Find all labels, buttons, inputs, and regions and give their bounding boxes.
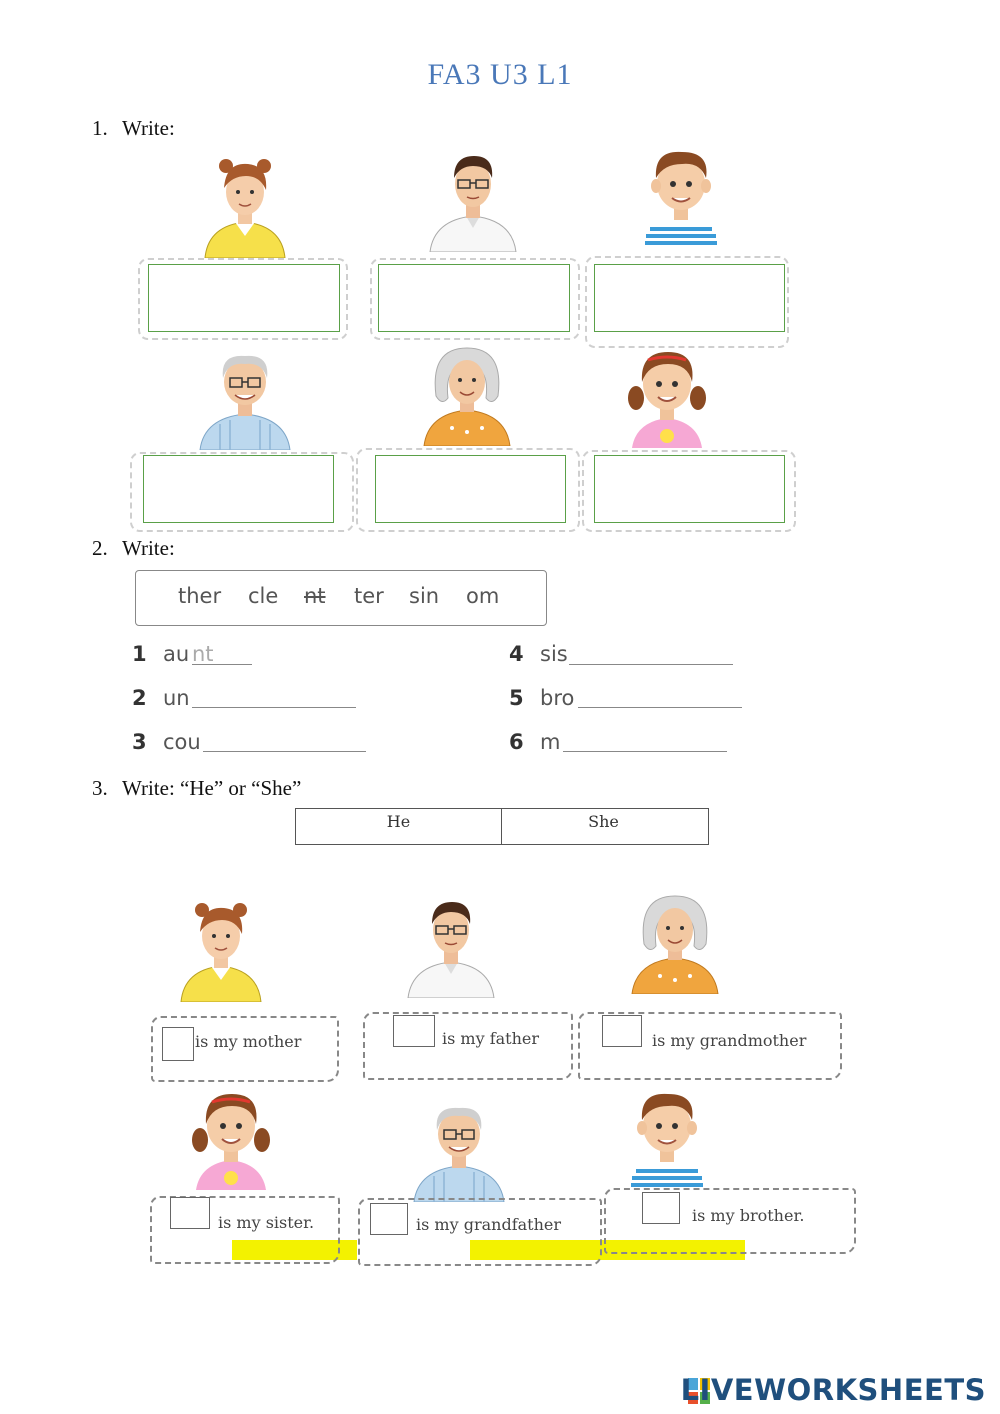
answer-box-he-she-2[interactable] bbox=[393, 1015, 435, 1047]
example-answer: nt bbox=[192, 642, 214, 666]
answer-line-4[interactable] bbox=[569, 664, 733, 665]
brand-logo: LIVEWORKSHEETS bbox=[680, 1373, 986, 1407]
answer-box-he-she-5[interactable] bbox=[370, 1203, 408, 1235]
answer-box-he-she-6[interactable] bbox=[642, 1192, 680, 1224]
section-3-heading: 3. Write: “He” or “She” bbox=[92, 776, 302, 800]
answer-box-5[interactable] bbox=[375, 455, 566, 523]
word-bank-item: ther bbox=[178, 584, 222, 608]
answer-box-he-she-3[interactable] bbox=[602, 1015, 642, 1047]
answer-line-1[interactable] bbox=[192, 664, 252, 665]
sentence-1: is my mother bbox=[195, 1032, 302, 1051]
grandfather-portrait bbox=[190, 340, 300, 450]
father-portrait bbox=[418, 142, 528, 252]
father-portrait bbox=[396, 888, 506, 998]
sentence-2: is my father bbox=[442, 1029, 540, 1048]
boy-portrait bbox=[626, 140, 736, 250]
item-2: 2 un bbox=[132, 686, 190, 710]
answer-line-3[interactable] bbox=[203, 751, 366, 752]
answer-box-he-she-4[interactable] bbox=[170, 1197, 210, 1229]
sentence-4: is my sister. bbox=[218, 1213, 315, 1232]
answer-line-6[interactable] bbox=[563, 751, 727, 752]
word-bank-item: sin bbox=[409, 584, 440, 608]
sister-portrait bbox=[612, 338, 722, 448]
she-cell[interactable]: She bbox=[588, 812, 619, 831]
answer-box-1[interactable] bbox=[148, 264, 340, 332]
item-5: 5 bro bbox=[509, 686, 575, 710]
brother-portrait bbox=[612, 1082, 722, 1192]
section-1-heading: 1. Write: bbox=[92, 116, 175, 140]
answer-line-2[interactable] bbox=[192, 707, 356, 708]
sentence-5: is my grandfather bbox=[416, 1215, 561, 1234]
item-1: 1 au nt bbox=[132, 642, 214, 666]
mother-portrait bbox=[166, 892, 276, 1002]
answer-box-4[interactable] bbox=[143, 455, 334, 523]
answer-box-3[interactable] bbox=[594, 264, 785, 332]
grandfather-portrait bbox=[404, 1092, 514, 1202]
word-bank-item: om bbox=[466, 584, 500, 608]
he-she-table bbox=[295, 808, 709, 845]
answer-box-6[interactable] bbox=[594, 455, 785, 523]
grandmother-portrait bbox=[412, 336, 522, 446]
sentence-6: is my brother. bbox=[692, 1206, 805, 1225]
item-4: 4 sis bbox=[509, 642, 568, 666]
sentence-3: is my grandmother bbox=[652, 1031, 807, 1050]
sister-portrait bbox=[176, 1080, 286, 1190]
word-bank-item-used: nt bbox=[304, 584, 326, 608]
grandmother-portrait bbox=[620, 884, 730, 994]
answer-box-he-she-1[interactable] bbox=[162, 1027, 194, 1061]
item-3: 3 cou bbox=[132, 730, 201, 754]
answer-box-2[interactable] bbox=[378, 264, 570, 332]
he-cell[interactable]: He bbox=[296, 809, 502, 844]
girl-portrait bbox=[190, 148, 300, 258]
word-bank-item: cle bbox=[248, 584, 279, 608]
word-bank-item: ter bbox=[354, 584, 384, 608]
word-bank bbox=[135, 570, 547, 626]
section-2-heading: 2. Write: bbox=[92, 536, 175, 560]
page-title: FA3 U3 L1 bbox=[427, 58, 573, 91]
answer-line-5[interactable] bbox=[578, 707, 742, 708]
item-6: 6 m bbox=[509, 730, 561, 754]
